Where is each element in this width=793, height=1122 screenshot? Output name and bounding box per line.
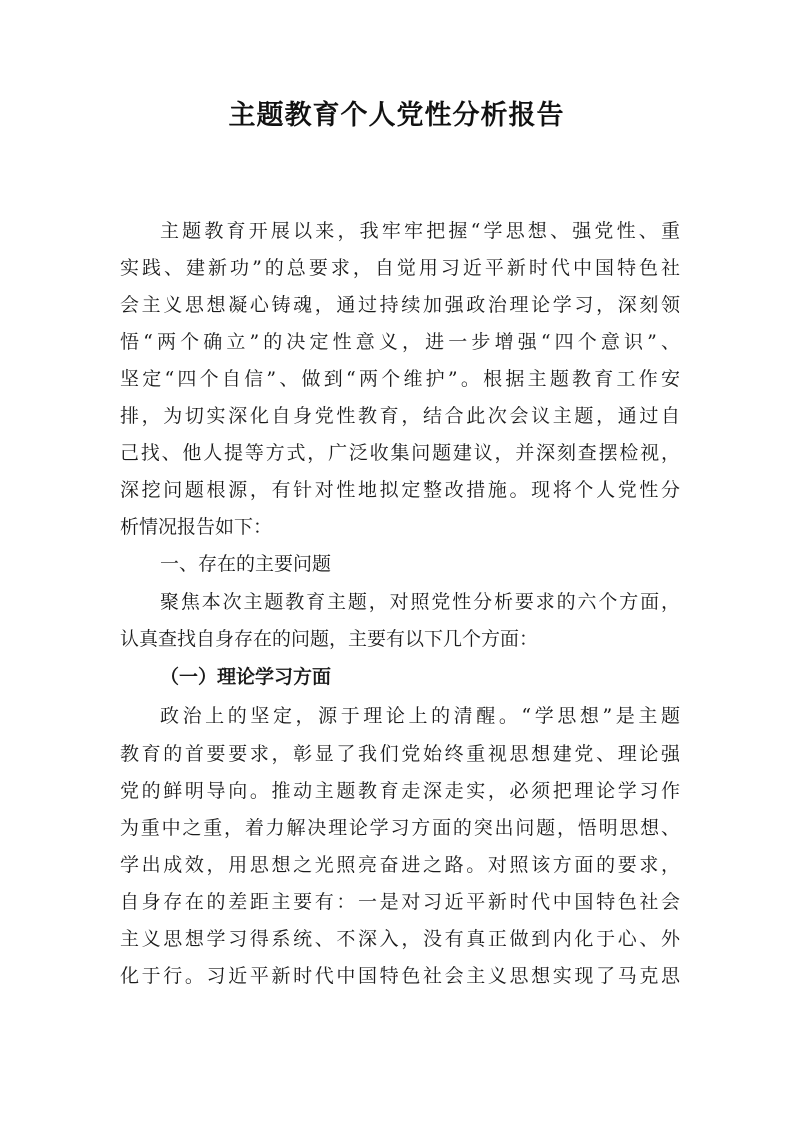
paragraph-line: 析情况报告如下： (120, 516, 273, 538)
paragraph-line: 排，为切实深化自身党性教育，结合此次会议主题，通过自 (120, 405, 680, 427)
paragraph-line: 为重中之重，着力解决理论学习方面的突出问题，悟明思想、 (120, 817, 680, 839)
paragraph-line: 实践、建新功”的总要求，自觉用习近平新时代中国特色社 (120, 257, 680, 279)
paragraph-line: 认真查找自身存在的问题，主要有以下几个方面： (120, 628, 539, 650)
paragraph-line: 学出成效，用思想之光照亮奋进之路。对照该方面的要求， (120, 854, 680, 876)
paragraph-line: 化于行。习近平新时代中国特色社会主义思想实现了马克思 (120, 965, 680, 987)
document-title: 主题教育个人党性分析报告 (228, 100, 565, 131)
paragraph-line: 自身存在的差距主要有：一是对习近平新时代中国特色社会 (120, 891, 680, 913)
subsection-heading: （一）理论学习方面 (160, 666, 332, 688)
paragraph-line: 党的鲜明导向。推动主题教育走深走实，必须把理论学习作 (120, 780, 680, 802)
paragraph-line: 己找、他人提等方式，广泛收集问题建议，并深刻查摆检视， (120, 442, 680, 464)
paragraph-line: 主义思想学习得系统、不深入，没有真正做到内化于心、外 (120, 928, 680, 950)
paragraph-line: 教育的首要要求，彰显了我们党始终重视思想建党、理论强 (120, 743, 680, 765)
paragraph-line: 政治上的坚定，源于理论上的清醒。“学思想”是主题 (160, 705, 680, 727)
paragraph-line: 坚定“四个自信”、做到“两个维护”。根据主题教育工作安 (120, 368, 680, 390)
section-heading: 一、存在的主要问题 (160, 553, 332, 575)
paragraph-line: 悟“两个确立”的决定性意义，进一步增强“四个意识”、 (120, 331, 680, 353)
paragraph-line: 聚焦本次主题教育主题，对照党性分析要求的六个方面， (160, 591, 680, 613)
paragraph-line: 深挖问题根源，有针对性地拟定整改措施。现将个人党性分 (120, 479, 680, 501)
paragraph-line: 会主义思想凝心铸魂，通过持续加强政治理论学习，深刻领 (120, 294, 680, 316)
paragraph-line: 主题教育开展以来，我牢牢把握“学思想、强党性、重 (160, 220, 680, 242)
